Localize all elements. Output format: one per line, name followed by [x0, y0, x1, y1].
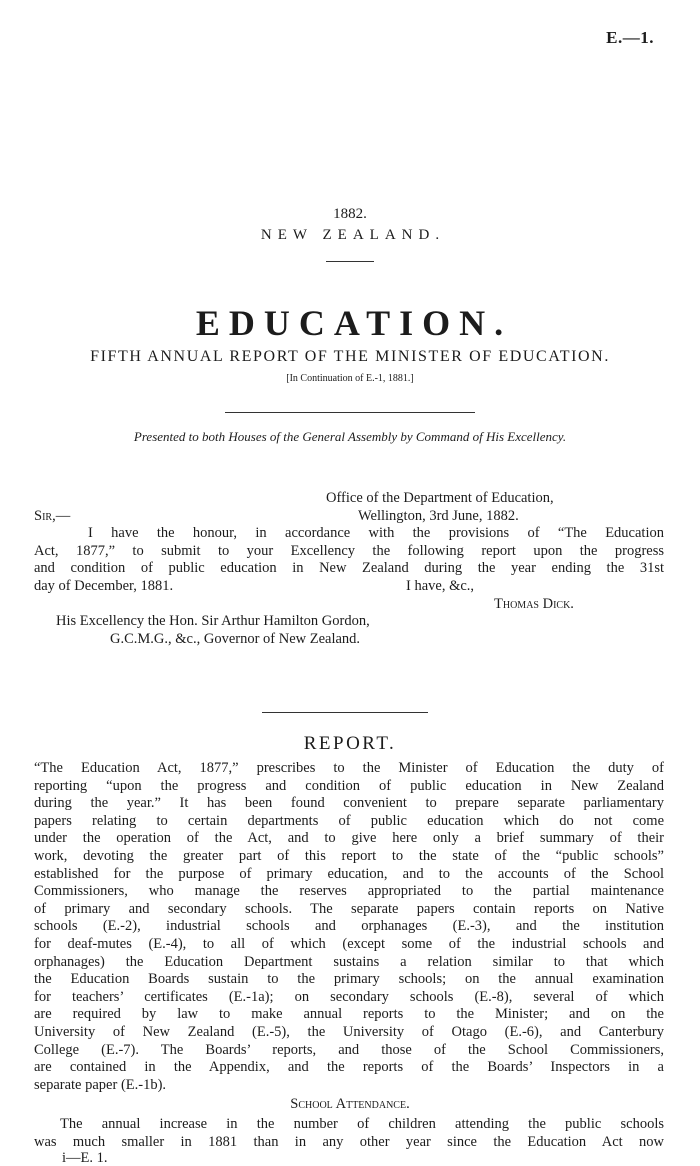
letter-salutation: Sir,— — [34, 507, 71, 524]
divider-report — [262, 712, 428, 713]
report-line: College (E.-7). The Boards’ reports, and those of the School Commissioners, — [34, 1041, 664, 1058]
report-line: during the year.” It has been found convenient to prepare separate parliamentary — [34, 795, 664, 812]
document-title: EDUCATION. — [195, 303, 513, 343]
report-line: for deaf-mutes (E.-4), to all of which (except some of the industrial schools and — [34, 935, 664, 952]
letter-place-date — [34, 508, 664, 526]
report-paragraph — [34, 760, 664, 1094]
report-line: papers relating to certain departments of public education which do not come — [34, 812, 664, 829]
report-line: Commissioners, who manage the reserves appropriated to the partial maintenance — [34, 883, 664, 900]
letter-line: and condition of public education in New Zealand during the year ending the 31st — [34, 560, 664, 577]
report-line: the Education Boards sustain to the primary schools; on the annual examination — [34, 971, 664, 988]
report-year: 1882. — [333, 206, 367, 222]
report-line: for teachers’ certificates (E.-1a); on secondary schools (E.-8), several of which — [34, 988, 664, 1005]
continuation-note: [In Continuation of E.-1, 1881.] — [286, 373, 414, 384]
letter-date: Wellington, 3rd June, 1882. — [358, 507, 519, 524]
attendance-line: was much smaller in 1881 than in any other year since the Education Act now — [34, 1133, 664, 1150]
report-line: established for the purpose of primary education, and to the accounts of the School — [34, 865, 664, 882]
attendance-line: The annual increase in the number of children attending the public schools — [60, 1116, 664, 1132]
country-heading: NEW ZEALAND. — [260, 227, 446, 243]
letter-addressee: G.C.M.G., &c., Governor of New Zealand. — [110, 630, 361, 647]
footer-signature: i—E. 1. — [62, 1150, 108, 1166]
letter-office: Office of the Department of Education, — [326, 490, 554, 506]
page-reference: E.—1. — [606, 28, 654, 47]
letter-signature: Thomas Dick. — [494, 595, 574, 612]
divider-long — [225, 412, 475, 413]
report-line: orphanages) the Education Department sustains a relation similar to that which — [34, 953, 664, 970]
report-last-line: separate paper (E.-1b). — [34, 1076, 167, 1093]
report-line: under the operation of the Act, and to give here only a brief summary of their — [34, 830, 664, 847]
attendance-paragraph — [34, 1116, 664, 1151]
report-line: University of New Zealand (E.-5), the University of Otago (E.-6), and Canterbury — [34, 1023, 664, 1040]
divider-short — [326, 261, 374, 262]
document-subtitle: FIFTH ANNUAL REPORT OF THE MINISTER OF EDUCATION. — [90, 348, 610, 365]
letter-addressee: His Excellency the Hon. Sir Arthur Hamilton Gordon, — [56, 613, 370, 630]
letter-last-line: day of December, 1881. — [34, 577, 174, 594]
report-line: are contained in the Appendix, and the reports of the Boards’ Inspectors in a — [34, 1059, 664, 1076]
report-line: schools (E.-2), industrial schools and orphanages (E.-3), and the institution — [34, 918, 664, 935]
report-line: reporting “upon the progress and condition of public education in New Zealand — [34, 777, 664, 794]
section-heading: School Attendance. — [290, 1096, 410, 1112]
letter-line: Act, 1877,” to submit to your Excellency the following report upon the progress — [34, 542, 664, 559]
report-line: “The Education Act, 1877,” prescribes to the Minister of Education the duty of — [34, 760, 664, 776]
letter-line — [34, 578, 664, 596]
report-heading: REPORT. — [303, 733, 397, 754]
report-line: work, devoting the greater part of this report to the state of the “public schools” — [34, 847, 664, 864]
letter-line: I have the honour, in accordance with the provisions of “The Education — [88, 525, 664, 542]
report-line: of primary and secondary schools. The separate papers contain reports on Native — [34, 900, 664, 917]
letter-closing: I have, &c., — [406, 577, 475, 594]
report-line: are required by law to make annual reports to the Minister; and on the — [34, 1006, 664, 1023]
presented-note: Presented to both Houses of the General Assembly by Command of His Excellency. — [133, 429, 567, 444]
covering-letter — [34, 490, 664, 648]
